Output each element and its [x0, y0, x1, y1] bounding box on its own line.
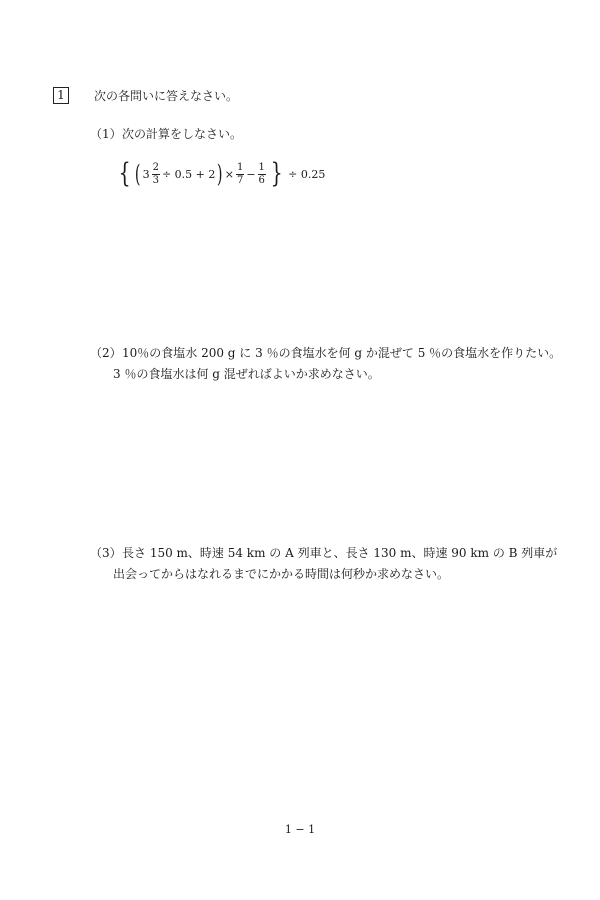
open-brace: { [118, 158, 131, 189]
close-brace: } [270, 158, 283, 189]
fraction-one-sixth [258, 162, 266, 187]
fraction-numerator: 1 [258, 161, 265, 173]
question-3-line-2: 出会ってからはなれるまでにかかる時間は何秒か求めなさい。 [113, 567, 450, 581]
question-3-label: （3） [90, 546, 122, 560]
question-1-text: 次の計算をしなさい。 [122, 127, 243, 141]
question-2-label: （2） [90, 346, 122, 360]
whole-number: 3 [142, 167, 150, 181]
question-2 [90, 343, 561, 385]
question-2-line-1: 10％の食塩水 200 g に 3 ％の食塩水を何 g か混ぜて 5 ％の食塩水を作りたい。 [122, 346, 562, 360]
page-number: 1 − 1 [284, 823, 316, 836]
question-1 [90, 124, 242, 145]
question-header [53, 87, 238, 104]
question-3-line-1: 長さ 150 m、時速 54 km の A 列車と、長さ 130 m、時速 90 km の B 列車が [122, 546, 558, 560]
fraction-one-seventh [236, 162, 244, 187]
expression-part: ÷ 0.5 + 2 [161, 167, 216, 181]
expression-tail: ÷ 0.25 [288, 167, 326, 181]
fraction-numerator: 1 [236, 161, 244, 173]
math-expression [116, 158, 325, 190]
open-paren: ( [135, 160, 141, 188]
minus-sign: − [246, 167, 256, 181]
fraction-denominator: 6 [258, 174, 265, 186]
question-3 [90, 543, 557, 585]
fraction-two-thirds [152, 162, 160, 187]
fraction-numerator: 2 [152, 161, 159, 173]
fraction-denominator: 7 [236, 174, 244, 186]
times-sign: × [224, 167, 234, 181]
fraction-denominator: 3 [152, 174, 159, 186]
question-number-box: 1 [53, 87, 69, 104]
question-2-line-2: 3 ％の食塩水は何 g 混ぜればよいか求めなさい。 [113, 367, 380, 381]
header-instruction: 次の各問いに答えなさい。 [94, 89, 239, 103]
close-paren: ) [217, 160, 223, 188]
question-1-label: （1） [90, 127, 122, 141]
